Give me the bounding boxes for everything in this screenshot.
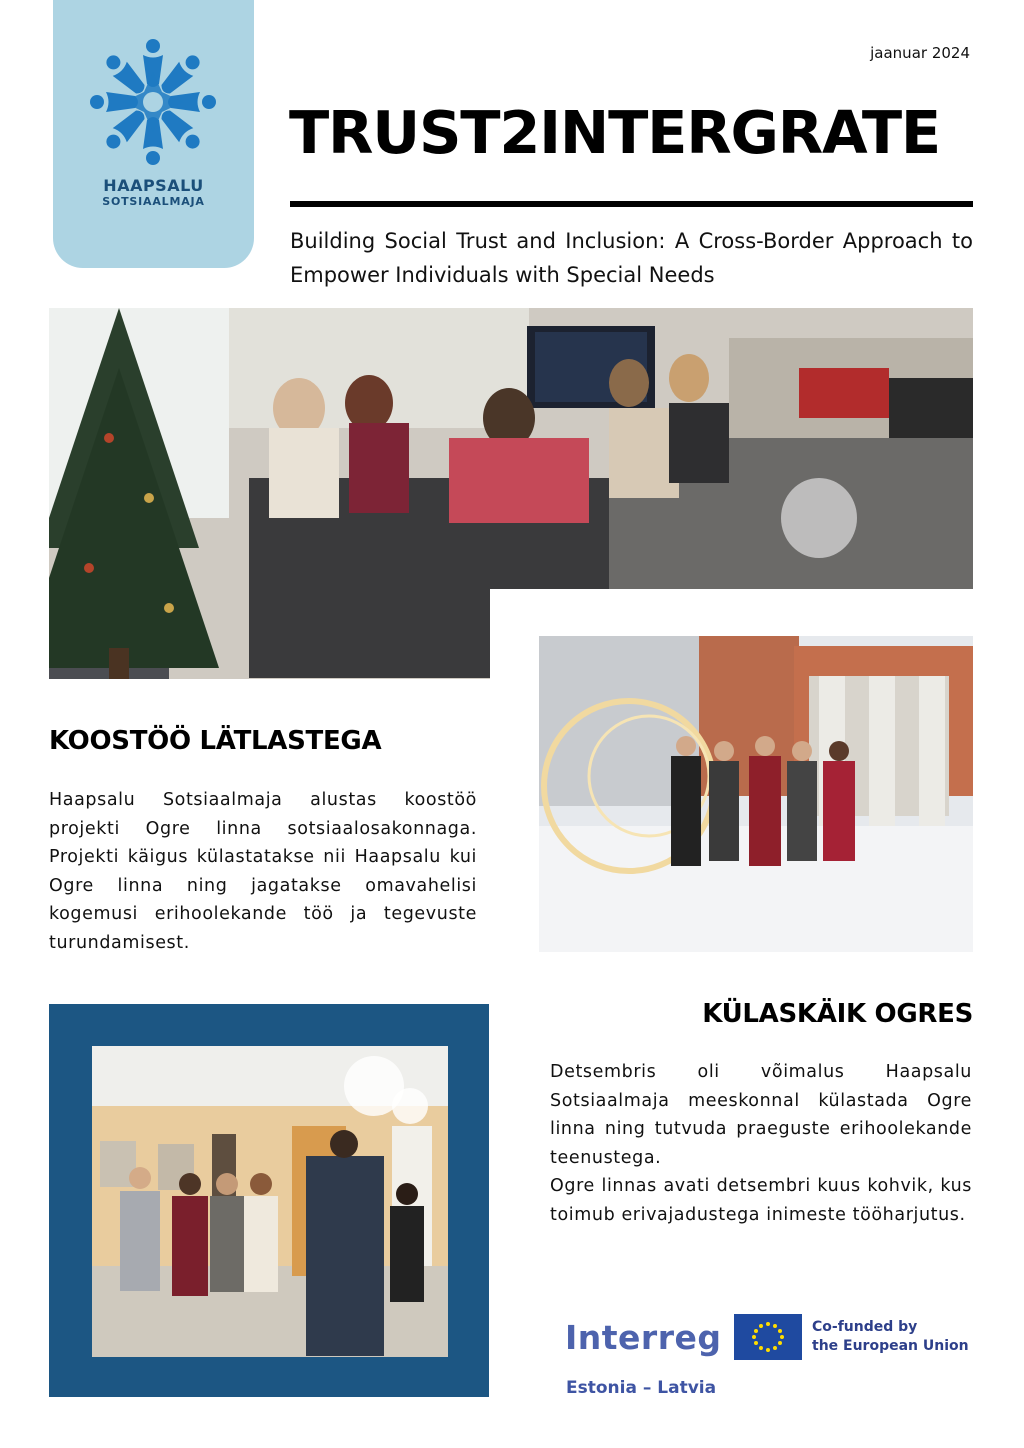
eu-flag-icon (734, 1314, 802, 1360)
section-body-cooperation (49, 786, 477, 958)
section-heading-cooperation: KOOSTÖÖ LÄTLASTEGA (49, 726, 382, 756)
indoor-visit-photo (92, 1046, 448, 1357)
outdoor-group-photo (539, 636, 973, 952)
paragraph: Detsembris oli võimalus Haapsalu Sotsiaalmaja meeskonnal külastada Ogre linna ning tutvuda praeguste erihoolekande teenustega. (550, 1062, 972, 1168)
eu-line-2: the European Union (812, 1338, 969, 1354)
outdoor-group-photo-illustration (539, 636, 973, 952)
eu-stars-icon (734, 1314, 802, 1360)
logo-name: HAAPSALU (103, 176, 204, 195)
issue-date: jaanuar 2024 (870, 44, 970, 62)
newsletter-title: TRUST2INTERGRATE (289, 98, 940, 167)
section-body-visit (550, 1058, 972, 1230)
indoor-visit-photo-illustration (92, 1046, 448, 1357)
interreg-region: Estonia – Latvia (566, 1378, 717, 1398)
section-heading-visit: KÜLASKÄIK OGRES (702, 999, 973, 1029)
paragraph: Haapsalu Sotsiaalmaja alustas koostöö projekti Ogre linna sotsiaalosakonnaga. Projekti käigus külastatakse nii Haapsalu kui Ogre linna ning jagatakse omavahelisi kogemusi erihoolekande töö ja tegevuste turundamisest. (49, 790, 477, 953)
snowflake-people-logo-icon (89, 38, 217, 166)
eu-cofunding-label (812, 1318, 982, 1356)
logo-subname: SOTSIAALMAJA (102, 195, 205, 208)
eu-line-1: Co-funded by (812, 1319, 918, 1335)
paragraph: Ogre linnas avati detsembri kuus kohvik, kus toimub erivajadustega inimeste tööharjutus. (550, 1176, 972, 1225)
newsletter-subtitle: Building Social Trust and Inclusion: A Cross-Border Approach to Empower Individuals with Special Needs (290, 229, 973, 287)
title-divider (290, 201, 973, 207)
interreg-logo: Interreg (565, 1318, 722, 1357)
organization-logo (53, 0, 254, 268)
